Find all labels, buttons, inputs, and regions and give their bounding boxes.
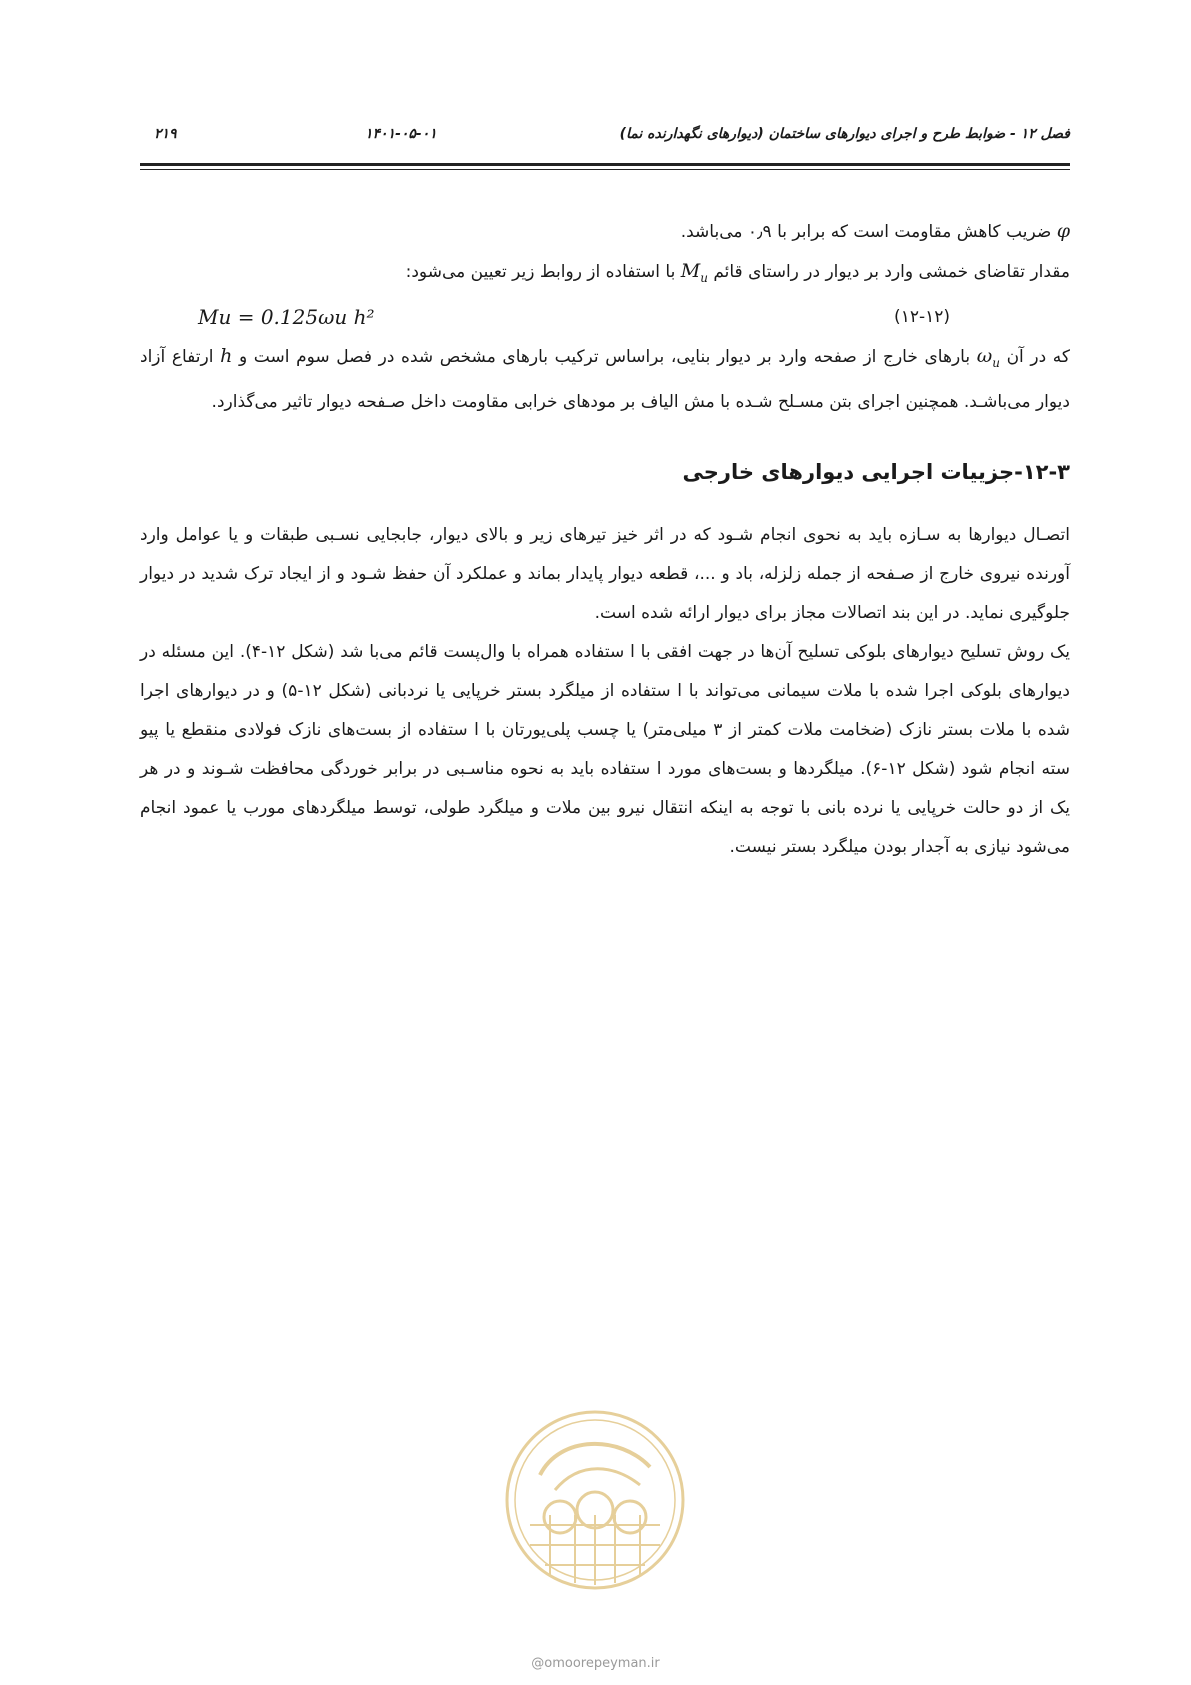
omega-symbol-sub: u [992,355,1000,370]
page-header [140,126,1070,150]
mu-symbol-sub: u [700,270,708,285]
equation: Mu = 0.125ωu h² [198,304,375,329]
loads-text-start: که در آن [999,346,1071,367]
page-number: ۲۱۹ [154,126,177,142]
omega-symbol-main: ω [976,344,993,367]
header-date: ۱۴۰۱-۰۵-۰۱ [365,126,437,142]
moment-text-before: مقدار تقاضای خمشی وارد بر دیوار در راستای قائم [707,262,1070,282]
watermark-seal [500,1405,690,1595]
paragraph-phi-text: ضریب کاهش مقاومت است که برابر با ۰٫۹ می‌باشد. [680,222,1057,242]
seal-gear-left [544,1501,576,1533]
paragraph-moment-demand [140,252,1070,298]
loads-text-end: ارتفاع آزاد دیوار می‌باشـد. همچنین اجرای بتن مسـلح شـده با مش الیاف بر مودهای خرابی مقاومت داخل صـفحه دیوار تاثیر می‌گذارد. [140,346,1070,412]
header-rule-thick [140,163,1070,166]
section-heading: ۱۲-۳-جزییات اجرایی دیوارهای خارجی [682,459,1070,484]
mu-symbol [680,260,708,285]
h-symbol: h [220,344,233,367]
loads-text-middle: بارهای خارج از صفحه وارد بر دیوار بنایی، براساس ترکیب بارهای مشخص شده در فصل سوم است و [232,346,977,367]
mu-symbol-main: M [680,260,701,282]
watermark-url: @omoorepeyman.ir [531,1656,660,1671]
paragraph-connections: اتصـال دیوارها به سـازه باید به نحوی انجام شـود که در اثر خیز تیرهای زیر و بالای دیوار، جابجایی نسـبی طبقات و یا عوامل وارد آورنده نیروی خارج از صـفحه از جمله زلزله، باد و ...، قطعه دیوار پایدار بماند و عملکرد آن حفظ شـود و از ایجاد ترک شدید در دیوار جلوگیری نماید. در این بند اتصالات مجاز برای دیوار ارائه شده است. [140,524,1070,623]
header-rule-thin [140,169,1070,170]
seal-gear-right [614,1501,646,1533]
paragraph-loads [140,337,1070,422]
page-content [140,212,1070,867]
seal-calligraphy-stroke [540,1444,650,1475]
equation-number: (۱۲-۱۲) [894,306,950,327]
chapter-title: فصل ۱۲ - ضوابط طرح و اجرای دیوارهای ساختمان (دیوارهای نگهدارنده نما) [619,126,1070,142]
omega-symbol [976,344,1000,370]
paragraph-reinforcement: یک روش تسلیح دیوارهای بلوکی تسلیح آن‌ها در جهت افقی با ا ستفاده همراه با وال‌پست قائم می‌با شد (شکل ۱۲-۴). این مسئله در دیوارهای بلوکی اجرا شده با ملات سیمانی می‌تواند با ا ستفاده از میلگرد بستر خرپایی یا نردبانی (شکل ۱۲-۵) و در دیوارهای اجرا شده با ملات بستر نازک (ضخامت ملات کمتر از ۳ میلی‌متر) یا چسب پلی‌یورتان با ا ستفاده از بست‌های نازک فولادی منقطع یا پیو سته انجام شود (شکل ۱۲-۶). میلگردها و بست‌های مورد ا ستفاده باید به نحوه مناسـبی در برابر خوردگی محافظت شـوند و در هر یک از دو حالت خرپایی یا نرده بانی با توجه به اینکه انتقال نیرو بین ملات و میلگرد طولی، توسط میلگردهای مورب یا عمود انجام می‌شود نیازی به آجدار بودن میلگرد بستر نیست. [140,641,1070,857]
equation-row [140,298,1070,337]
phi-symbol: φ [1056,220,1070,242]
paragraph-phi [140,212,1070,252]
seal-calligraphy-stroke-2 [555,1469,640,1490]
moment-text-after: با استفاده از روابط زیر تعیین می‌شود: [405,262,681,282]
